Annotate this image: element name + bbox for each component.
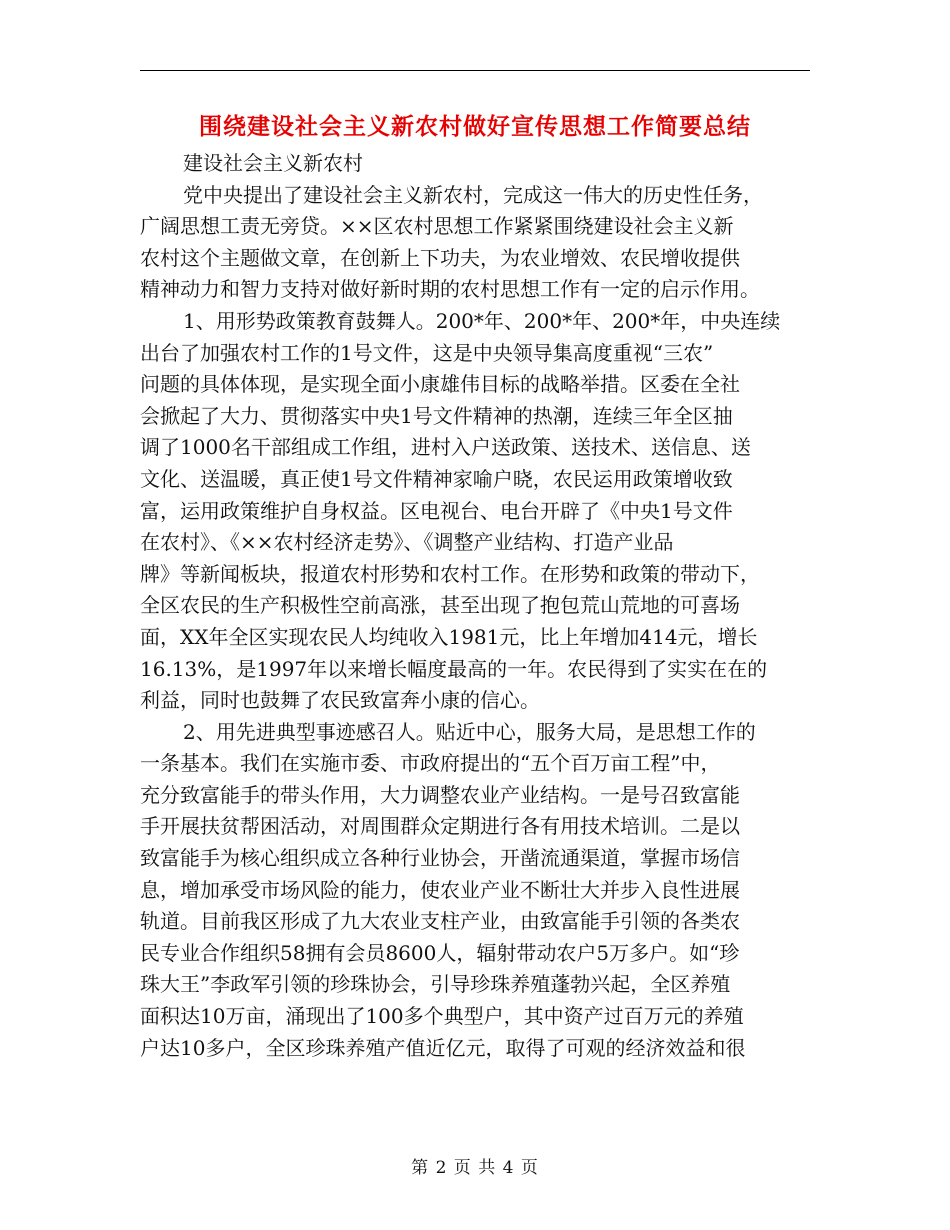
text-line: 1、用形势政策教育鼓舞人。200*年、200*年、200*年，中央连续: [183, 308, 781, 333]
text-line: 广阔思想工责无旁贷。××区农村思想工作紧紧围绕建设社会主义新: [140, 214, 734, 239]
text-line: 民专业合作组织58拥有会员8600人，辐射带动农户5万多户。如“珍: [140, 940, 740, 965]
text-line: 农村这个主题做文章，在创新上下功夫，为农业增效、农民增收提供: [140, 245, 740, 270]
text-line: 调了1000名干部组成工作组，进村入户送政策、送技术、送信息、送: [140, 435, 751, 460]
text-line: 问题的具体体现，是实现全面小康雄伟目标的战略举措。区委在全社: [140, 372, 740, 397]
document-body: [140, 148, 812, 1064]
document-title: 围绕建设社会主义新农村做好宣传思想工作简要总结: [199, 114, 751, 140]
page-number: 第 2 页 共 4 页: [411, 1158, 539, 1178]
text-line: 轨道。目前我区形成了九大农业支柱产业，由致富能手引领的各类农: [140, 909, 740, 934]
text-line: 在农村》、《××农村经济走势》、《调整产业结构、打造产业品: [140, 530, 674, 555]
text-line: 面积达10万亩，涌现出了100多个典型户，其中资产过百万元的养殖: [140, 1004, 744, 1029]
text-line: 会掀起了大力、贯彻落实中央1号文件精神的热潮，连续三年全区抽: [140, 403, 733, 428]
text-line: 利益，同时也鼓舞了农民致富奔小康的信心。: [140, 688, 540, 713]
text-line: 致富能手为核心组织成立各种行业协会，开凿流通渠道，掌握市场信: [140, 846, 740, 871]
text-line: 户达10多户，全区珍珠养殖产值近亿元，取得了可观的经济效益和很: [140, 1035, 746, 1060]
text-line: 面，XX年全区实现农民人均纯收入1981元，比上年增加414元，增长: [140, 624, 758, 649]
text-line: 出台了加强农村工作的1号文件，这是中央领导集高度重视“三农”: [140, 340, 714, 365]
text-line: 2、用先进典型事迹感召人。贴近中心，服务大局，是思想工作的: [183, 719, 756, 744]
text-line: 全区农民的生产积极性空前高涨，甚至出现了抱包荒山荒地的可喜场: [140, 593, 740, 618]
text-line: 党中央提出了建设社会主义新农村，完成这一伟大的历史性任务，: [183, 182, 763, 207]
text-line: 文化、送温暖，真正使1号文件精神家喻户晓，农民运用政策增收致: [140, 466, 733, 491]
header-rule: [140, 70, 810, 71]
text-line: 手开展扶贫帮困活动，对周围群众定期进行各有用技术培训。二是以: [140, 814, 740, 839]
text-line: 富，运用政策维护自身权益。区电视台、电台开辟了《中央1号文件: [140, 498, 733, 523]
paragraph-lines: [140, 180, 812, 1065]
document-subtitle: 建设社会主义新农村: [183, 151, 363, 175]
text-line: 精神动力和智力支持对做好新时期的农村思想工作有一定的启示作用。: [140, 277, 760, 302]
text-line: 珠大王”李政军引领的珍珠协会，引导珍珠养殖蓬勃兴起，全区养殖: [140, 972, 731, 997]
text-line: 息，增加承受市场风险的能力，使农业产业不断壮大并步入良性进展: [140, 877, 740, 902]
text-line: 牌》等新闻板块，报道农村形势和农村工作。在形势和政策的带动下，: [140, 561, 760, 586]
text-line: 充分致富能手的带头作用，大力调整农业产业结构。一是号召致富能: [140, 782, 740, 807]
text-line: 一条基本。我们在实施市委、市政府提出的“五个百万亩工程”中，: [140, 751, 721, 776]
text-line: 16.13%，是1997年以来增长幅度最高的一年。农民得到了实实在在的: [140, 656, 768, 681]
